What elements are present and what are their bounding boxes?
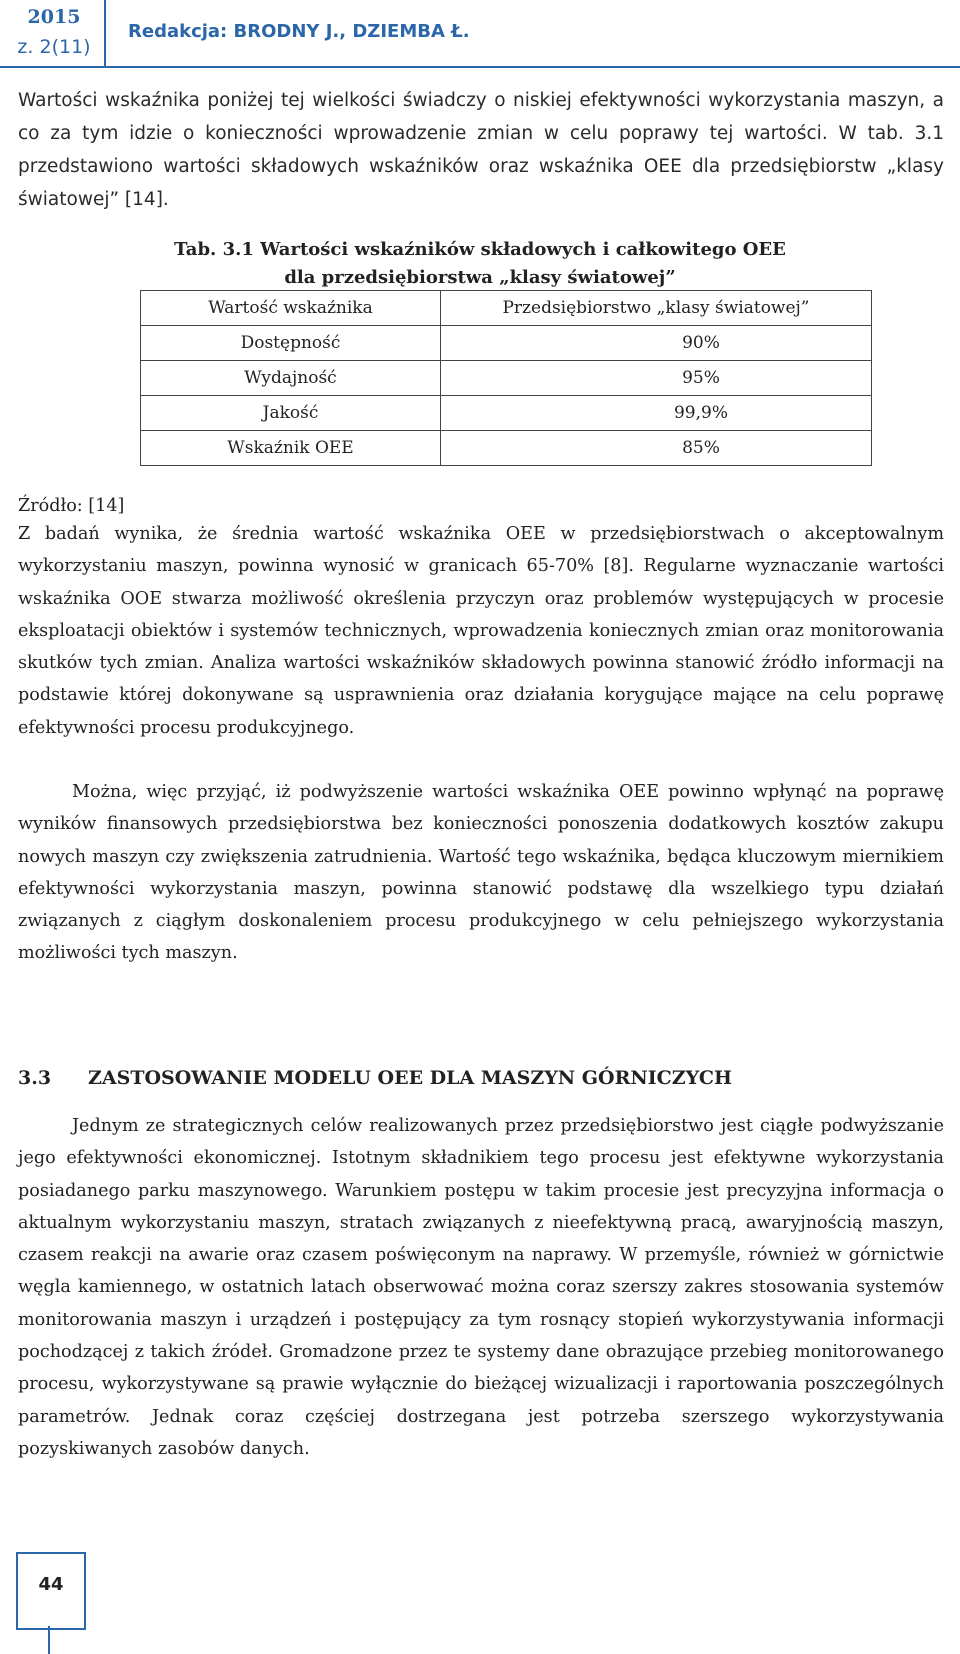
table-caption-line-2: dla przedsiębiorstwa „klasy światowej” [284,267,676,288]
header-issue: z. 2(11) [17,36,91,58]
table-cell-name: Jakość [141,396,441,431]
header-year: 2015 [27,6,81,28]
section-number: 3.3 [18,1067,52,1089]
table-cell-name: Wydajność [141,361,441,396]
table-cell-value: 99,9% [441,396,872,431]
intro-paragraph: Wartości wskaźnika poniżej tej wielkości świadczy o niskiej efektywności wykorzystania maszyn, a co za tym idzie o konieczności wprowadzenie zmian w celu poprawy tej wartości. W tab. 3.1 przedstawiono wartości składowych wskaźników oraz wskaźnika OEE dla przedsiębiorstw „klasy światowej” [14]. [18,90,944,210]
oee-table [140,290,872,466]
table-cell-name: Dostępność [141,326,441,361]
section-title: ZASTOSOWANIE MODELU OEE DLA MASZYN GÓRNICZYCH [88,1067,732,1089]
table-cell-value: 85% [441,431,872,466]
table-header-indicator: Wartość wskaźnika [141,291,441,326]
body-paragraph-1: Z badań wynika, że średnia wartość wskaźnika OEE w przedsiębiorstwach o akceptowalnym wykorzystaniu maszyn, powinna wynosić w granicach 65-70% [8]. Regularne wyznaczanie wartości wskaźnika OOE stwarza możliwość określenia przyczyn oraz problemów występujących w procesie eksploatacji obiektów i systemów technicznych, wprowadzenia koniecznych zmian oraz monitorowania skutków tych zmian. Analiza wartości wskaźników składowych powinna stanowić źródło informacji na podstawie której dokonywane są usprawnienia oraz działania korygujące mające na celu poprawę efektywności procesu produkcyjnego. [18,524,944,738]
header-divider-vertical [104,0,106,66]
table-cell-value: 95% [441,361,872,396]
header-editors: Redakcja: BRODNY J., DZIEMBA Ł. [128,21,470,42]
table-row [141,326,872,361]
header-divider-horizontal [0,66,960,68]
table-caption [160,236,800,292]
page-number-connector [48,1626,50,1654]
table-cell-value: 90% [441,326,872,361]
table-row [141,396,872,431]
table-caption-line-1: Tab. 3.1 Wartości wskaźników składowych i całkowitego OEE [174,239,786,260]
body-paragraph-2: Można, więc przyjąć, iż podwyższenie wartości wskaźnika OEE powinno wpłynąć na poprawę wyników finansowych przedsiębiorstwa bez konieczności ponoszenia dodatkowych kosztów zakupu nowych maszyn czy zwiększenia zatrudnienia. Wartość tego wskaźnika, będąca kluczowym miernikiem efektywności wykorzystania maszyn, powinna stanowić podstawę dla wszelkiego typu działań związanych z ciągłym doskonaleniem procesu produkcyjnego w celu pełniejszego wykorzystania możliwości tych maszyn. [18,782,944,964]
table-row [141,431,872,466]
section-paragraph: Jednym ze strategicznych celów realizowanych przez przedsiębiorstwo jest ciągłe podwyższanie jego efektywności ekonomicznej. Istotnym składnikiem tego procesu jest efektywne wykorzystania posiadanego parku maszynowego. Warunkiem postępu w takim procesie jest precyzyjna informacja o aktualnym wykorzystaniu maszyn, stratach związanych z nieefektywną pracą, awaryjnością maszyn, czasem reakcji na awarie oraz czasem poświęconym na naprawy. W przemyśle, również w górnictwie węgla kamiennego, w ostatnich latach obserwować można coraz szerszy zakres stosowania systemów monitorowania maszyn i urządzeń i postępujący za tym rosnący stopień wykorzystywania informacji pochodzącej z takich źródeł. Gromadzone przez te systemy dane obrazujące przebieg monitorowanego procesu, wykorzystywane są prawie wyłącznie do bieżącej wizualizacji i raportowania poszczególnych parametrów. Jednak coraz częściej dostrzegana jest potrzeba szerszego wykorzystywania pozyskiwanych zasobów danych. [18,1116,944,1459]
table-cell-name: Wskaźnik OEE [141,431,441,466]
table-row [141,361,872,396]
table-header-world-class: Przedsiębiorstwo „klasy światowej” [441,291,872,326]
table-source: Źródło: [14] [18,496,125,516]
table-header-row [141,291,872,326]
page-number: 44 [38,1574,64,1595]
